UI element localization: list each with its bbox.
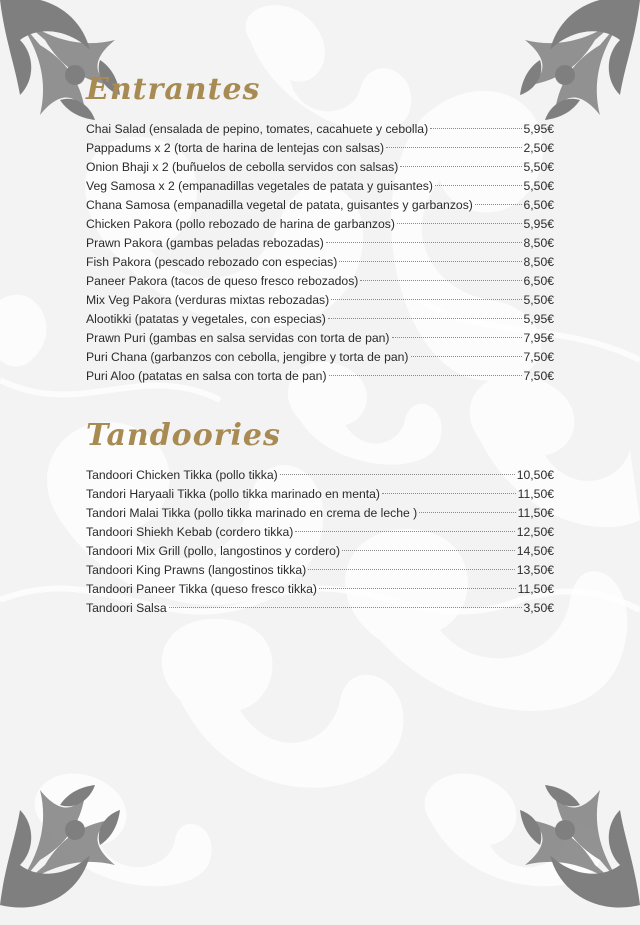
section-title-tandoories: Tandoories <box>86 418 281 453</box>
item-price: 2,50€ <box>523 141 554 155</box>
item-price: 11,50€ <box>517 487 554 501</box>
menu-item <box>86 196 554 215</box>
item-name: Prawn Pakora (gambas peladas rebozadas) <box>86 236 324 250</box>
item-price: 7,50€ <box>523 350 554 364</box>
item-name: Onion Bhaji x 2 (buñuelos de cebolla servidos con salsas) <box>86 160 399 174</box>
item-price: 5,50€ <box>523 160 554 174</box>
dot-leader <box>397 223 522 224</box>
dot-leader <box>295 531 514 532</box>
menu-item <box>86 158 554 177</box>
menu-item <box>86 272 554 291</box>
item-name: Tandori Malai Tikka (pollo tikka marinado en crema de leche ) <box>86 506 418 520</box>
item-price: 7,50€ <box>523 369 554 383</box>
dot-leader <box>430 128 521 129</box>
item-name: Fish Pakora (pescado rebozado con especias) <box>86 255 338 269</box>
menu-item <box>86 504 554 523</box>
item-price: 5,50€ <box>523 179 554 193</box>
item-price: 5,50€ <box>523 293 554 307</box>
item-price: 12,50€ <box>516 525 554 539</box>
menu-item <box>86 234 554 253</box>
menu-item <box>86 466 554 485</box>
item-name: Tandoori Mix Grill (pollo, langostinos y cordero) <box>86 544 341 558</box>
item-name: Tandori Haryaali Tikka (pollo tikka marinado en menta) <box>86 487 380 501</box>
item-name: Puri Aloo (patatas en salsa con torta de pan) <box>86 369 327 383</box>
menu-item <box>86 523 554 542</box>
menu-item <box>86 367 554 386</box>
dot-leader <box>280 474 515 475</box>
menu-item <box>86 542 554 561</box>
item-price: 11,50€ <box>517 506 554 520</box>
item-name: Alootikki (patatas y vegetales, con especias) <box>86 312 326 326</box>
menu-item <box>86 599 554 618</box>
item-price: 6,50€ <box>523 198 554 212</box>
dot-leader <box>342 550 515 551</box>
dot-leader <box>435 185 522 186</box>
item-name: Mix Veg Pakora (verduras mixtas rebozadas) <box>86 293 330 307</box>
dot-leader <box>392 337 522 338</box>
item-price: 13,50€ <box>516 563 554 577</box>
dot-leader <box>326 242 522 243</box>
item-name: Tandoori Paneer Tikka (queso fresco tikka) <box>86 582 317 596</box>
item-name: Chai Salad (ensalada de pepino, tomates, cacahuete y cebolla) <box>86 122 429 136</box>
dot-leader <box>328 318 522 319</box>
menu-item <box>86 561 554 580</box>
item-name: Chicken Pakora (pollo rebozado de harina de garbanzos) <box>86 217 395 231</box>
dot-leader <box>329 375 522 376</box>
item-name: Veg Samosa x 2 (empanadillas vegetales de patata y guisantes) <box>86 179 433 193</box>
dot-leader <box>360 280 521 281</box>
item-price: 8,50€ <box>523 236 554 250</box>
menu-item <box>86 139 554 158</box>
menu-item <box>86 348 554 367</box>
menu-item <box>86 215 554 234</box>
item-name: Chana Samosa (empanadilla vegetal de patata, guisantes y garbanzos) <box>86 198 473 212</box>
item-price: 5,95€ <box>523 312 554 326</box>
dot-leader <box>411 356 522 357</box>
item-price: 7,95€ <box>523 331 554 345</box>
item-price: 5,95€ <box>523 122 554 136</box>
menu-item <box>86 253 554 272</box>
dot-leader <box>386 147 521 148</box>
item-price: 10,50€ <box>516 468 554 482</box>
dot-leader <box>169 607 522 608</box>
item-name: Puri Chana (garbanzos con cebolla, jengibre y torta de pan) <box>86 350 409 364</box>
item-price: 6,50€ <box>523 274 554 288</box>
dot-leader <box>475 204 522 205</box>
item-name: Tandoori Salsa <box>86 601 167 615</box>
menu-item <box>86 120 554 139</box>
menu-item <box>86 177 554 196</box>
item-price: 5,95€ <box>523 217 554 231</box>
entrantes-list <box>86 120 554 386</box>
menu-item <box>86 485 554 504</box>
corner-ornament-icon <box>0 775 130 925</box>
menu-item <box>86 329 554 348</box>
dot-leader <box>382 493 516 494</box>
item-price: 14,50€ <box>516 544 554 558</box>
dot-leader <box>308 569 515 570</box>
dot-leader <box>400 166 521 167</box>
menu-item <box>86 291 554 310</box>
item-name: Tandoori Chicken Tikka (pollo tikka) <box>86 468 278 482</box>
item-name: Tandoori Shiekh Kebab (cordero tikka) <box>86 525 294 539</box>
menu-item <box>86 580 554 599</box>
item-price: 11,50€ <box>517 582 554 596</box>
item-name: Paneer Pakora (tacos de queso fresco rebozados) <box>86 274 359 288</box>
dot-leader <box>331 299 521 300</box>
item-price: 8,50€ <box>523 255 554 269</box>
menu-item <box>86 310 554 329</box>
item-name: Prawn Puri (gambas en salsa servidas con torta de pan) <box>86 331 390 345</box>
dot-leader <box>419 512 515 513</box>
item-price: 3,50€ <box>523 601 554 615</box>
dot-leader <box>319 588 516 589</box>
item-name: Tandoori King Prawns (langostinos tikka) <box>86 563 307 577</box>
section-title-entrantes: Entrantes <box>86 72 261 107</box>
item-name: Pappadums x 2 (torta de harina de lentejas con salsas) <box>86 141 385 155</box>
menu-content <box>86 70 554 618</box>
corner-ornament-icon <box>510 775 640 925</box>
tandoories-list <box>86 466 554 618</box>
dot-leader <box>339 261 521 262</box>
